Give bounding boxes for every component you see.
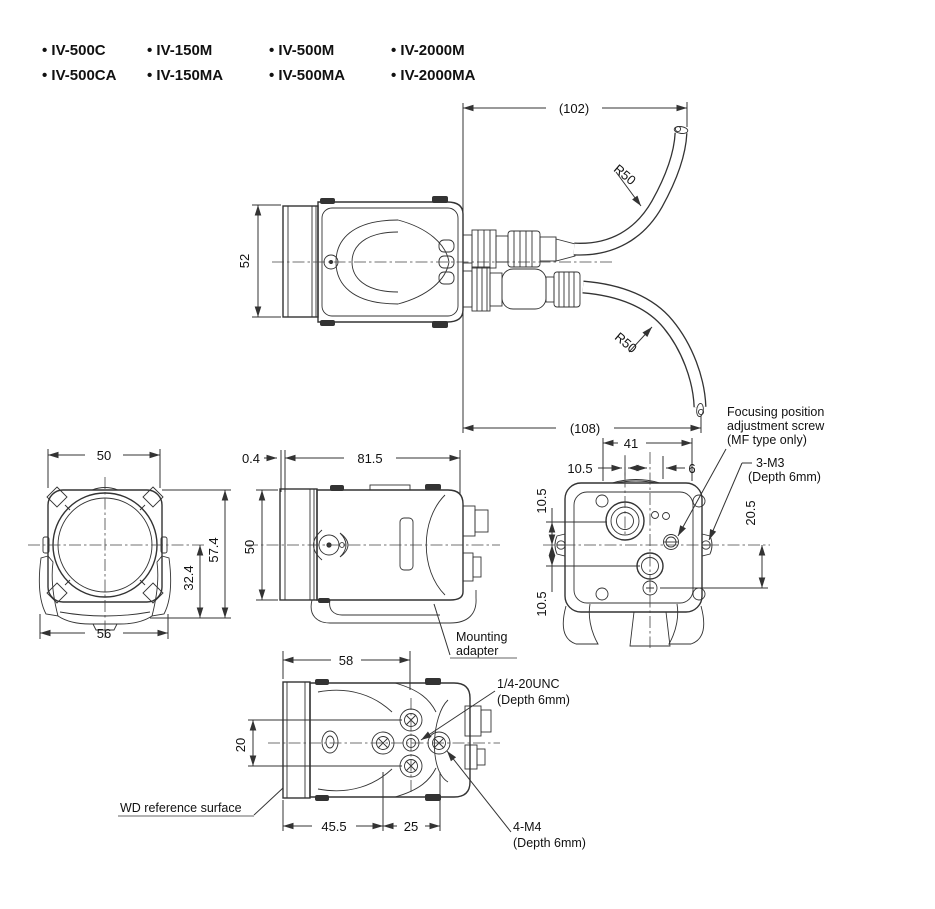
- lower-cable-fill: [583, 287, 700, 407]
- model-label: • IV-500M: [269, 42, 391, 67]
- rear-body: [565, 483, 702, 612]
- wd-leader: [254, 788, 283, 815]
- clip-detail: [432, 321, 448, 328]
- screw-note-line1: 4-M4: [513, 820, 542, 834]
- dim-rear-width: 41: [623, 436, 639, 451]
- dim-hole-offset-left: 10.5: [567, 461, 593, 476]
- indicator-hole: [652, 512, 659, 519]
- bottom-view-drawing: [118, 651, 586, 850]
- model-label: • IV-2000M: [391, 42, 531, 67]
- connector-stub-cap: [475, 510, 488, 532]
- connector-ridges: [559, 272, 574, 307]
- dim-body-height: 52: [237, 253, 252, 269]
- slot-hole: [322, 731, 338, 753]
- dim-center-height: 32.4: [181, 565, 196, 591]
- thread-leader: [709, 463, 742, 540]
- socket-slot: [439, 272, 454, 284]
- connector-stub-cap: [473, 557, 481, 577]
- connector-stub: [463, 506, 475, 536]
- clip-detail: [318, 598, 330, 603]
- connector-stub-cap: [481, 710, 491, 732]
- focusing-note-line3: (MF type only): [727, 433, 807, 447]
- clip-detail: [320, 320, 335, 326]
- clip-detail: [425, 678, 441, 685]
- wd-reference-label: WD reference surface: [120, 801, 242, 815]
- thread-note-line1: 3-M3: [756, 456, 785, 470]
- indicator-hole: [663, 513, 670, 520]
- clip-detail: [320, 198, 335, 204]
- dim-hole-pitch: 25: [403, 819, 419, 834]
- top-view-drawing: [237, 101, 704, 436]
- dim-front-top-width: 50: [96, 448, 112, 463]
- focusing-note-line2: adjustment screw: [727, 419, 825, 433]
- lens-hood-side: [280, 489, 317, 600]
- dim-body-length: 81.5: [357, 451, 383, 466]
- model-label: • IV-500CA: [42, 67, 147, 92]
- lower-cable-connector: [463, 267, 580, 311]
- connector-ridges: [477, 267, 487, 311]
- dim-upper-cable-radius: R50: [610, 161, 639, 188]
- model-label: • IV-150MA: [147, 67, 269, 92]
- dim-lens-gap: 0.4: [241, 451, 261, 466]
- hood-detail: [288, 206, 316, 317]
- top-step: [370, 485, 410, 490]
- focusing-note-line1: Focusing position: [727, 405, 825, 419]
- centerline: [543, 452, 770, 648]
- clip-detail: [315, 795, 329, 801]
- side-view-drawing: [242, 450, 517, 658]
- upper-cable-fill: [574, 133, 681, 249]
- screw-leader: [447, 751, 511, 832]
- clip-detail: [315, 679, 329, 685]
- screw-note-line2: (Depth 6mm): [513, 836, 586, 850]
- clip-detail: [330, 485, 344, 491]
- adapter-leader: [434, 604, 450, 655]
- hood-detail: [285, 489, 314, 600]
- mounting-adapter-shape: [311, 590, 476, 623]
- corner-screw: [596, 495, 608, 507]
- dim-lower-offset: 10.5: [534, 591, 549, 617]
- connector-stub: [465, 706, 481, 736]
- model-label: • IV-500MA: [269, 67, 391, 92]
- socket-slot: [439, 240, 454, 252]
- dim-upper-offset: 10.5: [534, 488, 549, 514]
- dim-side-height: 50: [242, 539, 257, 555]
- connector-stub: [463, 553, 473, 581]
- adapter-note-line1: Mounting: [456, 630, 508, 644]
- model-label: • IV-500C: [42, 42, 147, 67]
- thread-note-line2: (Depth 6mm): [748, 470, 821, 484]
- connector-detail: [463, 271, 472, 307]
- tripod-note-line2: (Depth 6mm): [497, 693, 570, 707]
- connector-detail: [502, 269, 546, 309]
- cable-end-detail: [675, 126, 680, 131]
- dim-cable-upper-length: (102): [558, 101, 590, 116]
- clip-detail: [432, 196, 448, 203]
- connector-taper: [556, 239, 575, 261]
- corner-screw: [596, 588, 608, 600]
- tripod-leader: [421, 691, 495, 740]
- model-label: • IV-150M: [147, 42, 269, 67]
- front-view-drawing: [28, 448, 231, 641]
- bottom-bracket-wings: [563, 604, 704, 644]
- extension-line: [603, 438, 692, 481]
- dim-hole-offset-right: 6: [688, 461, 696, 476]
- rear-view-drawing: [534, 405, 825, 648]
- clip-detail: [425, 484, 441, 490]
- dim-bottom-length: 58: [338, 653, 354, 668]
- dim-cable-lower-length: (108): [569, 421, 601, 436]
- dim-total-height: 57.4: [206, 537, 221, 563]
- dim-front-to-holes: 45.5: [321, 819, 347, 834]
- extension-line: [546, 522, 640, 566]
- clip-detail: [425, 794, 441, 801]
- dim-right-offset: 20.5: [743, 500, 758, 526]
- dim-hole-span: 20: [233, 737, 248, 753]
- slot-hole-inner: [326, 736, 334, 748]
- connector-detail: [463, 235, 472, 263]
- connector-detail: [540, 237, 556, 261]
- rear-body-inner: [574, 492, 693, 603]
- connector-stub-cap: [477, 749, 485, 765]
- panel-detail: [400, 518, 413, 570]
- hood-detail: [287, 682, 305, 798]
- dim-lower-cable-radius: R50: [611, 329, 640, 356]
- connector-stub: [465, 745, 477, 769]
- model-label: • IV-2000MA: [391, 67, 531, 92]
- connector-detail: [490, 273, 502, 306]
- dim-front-bottom-width: 56: [96, 626, 112, 641]
- connector-detail: [554, 272, 580, 307]
- tripod-note-line1: 1/4-20UNC: [497, 677, 560, 691]
- adapter-note-line2: adapter: [456, 644, 499, 658]
- corner-screw: [693, 588, 705, 600]
- extension-line: [252, 205, 281, 317]
- connector-detail: [496, 236, 508, 262]
- connector-detail: [546, 277, 554, 302]
